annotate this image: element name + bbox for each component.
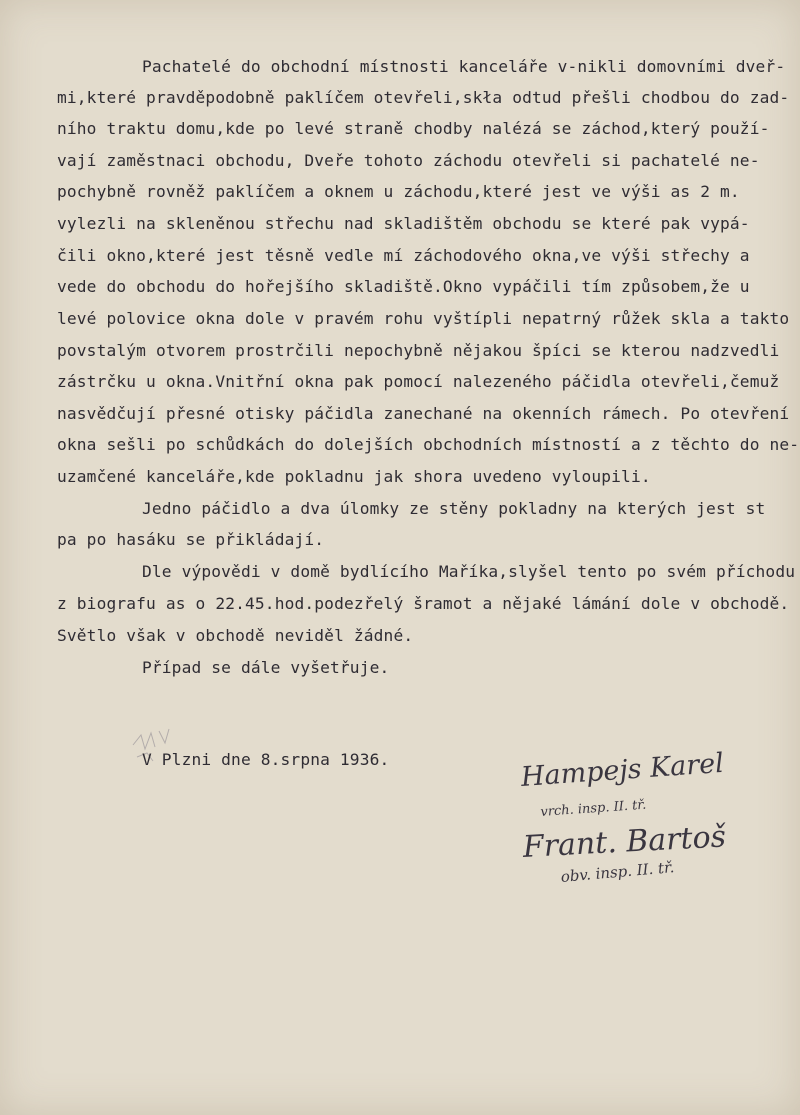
signature-1-name: Hampejs Karel [520,747,725,793]
signature-2-name: Frant. Bartoš [522,819,727,865]
text-line-17: Dle výpovědi v domě bydlícího Maříka,slyšel tento po svém příchodu [142,562,796,581]
text-line-11: zástrčku u okna.Vnitřní okna pak pomocí nalezeného páčidla otevřeli,čemuž [57,372,780,391]
text-line-18: z biografu as o 22.45.hod.podezřelý šramot a nějaké lámání dole v obchodě. [57,594,790,613]
text-line-5: pochybně rovněž paklíčem a oknem u záchodu,které jest ve výši as 2 m. [57,182,740,201]
text-line-20: Případ se dále vyšetřuje. [142,658,390,677]
text-line-13: okna sešli po schůdkách do dolejších obchodních místností a z těchto do ne- [57,435,800,454]
text-line-14: uzamčené kanceláře,kde pokladnu jak shora uvedeno vyloupili. [57,467,651,486]
text-line-8: vede do obchodu do hořejšího skladiště.Okno vypáčili tím způsobem,že u [57,277,750,296]
text-line-7: čili okno,které jest těsně vedle mí záchodového okna,ve výši střechy a [57,246,750,265]
signature-2-rank: obv. insp. II. tř. [560,858,676,886]
text-line-2: mi,které pravděpodobně paklíčem otevřeli,skła odtud přešli chodbou do zad- [57,88,790,107]
text-line-15: Jedno páčidlo a dva úlomky ze stěny pokladny na kterých jest st [142,499,766,518]
text-line-19: Světlo však v obchodě neviděl žádné. [57,626,414,645]
text-line-1: Pachatelé do obchodní místnosti kanceláře v-nikli domovními dveř- [142,57,786,76]
text-line-6: vylezli na skleněnou střechu nad skladištěm obchodu se které pak vypá- [57,214,750,233]
text-line-12: nasvědčují přesné otisky páčidla zanechané na okenních rámech. Po otevření [57,404,790,423]
signature-1-rank: vrch. insp. II. tř. [540,797,647,820]
text-line-16: pa po hasáku se přikládají. [57,530,325,549]
text-line-3: ního traktu domu,kde po levé straně chodby nalézá se záchod,který použí- [57,119,770,138]
text-line-10: povstalým otvorem prostrčili nepochybně nějakou špíci se kterou nadzvedli [57,341,780,360]
text-line-4: vají zaměstnaci obchodu, Dveře tohoto záchodu otevřeli si pachatelé ne- [57,151,760,170]
text-line-9: levé polovice okna dole v pravém rohu vyštípli nepatrný růžek skla a takto [57,309,790,328]
date-line: V Plzni dne 8.srpna 1936. [142,750,390,769]
